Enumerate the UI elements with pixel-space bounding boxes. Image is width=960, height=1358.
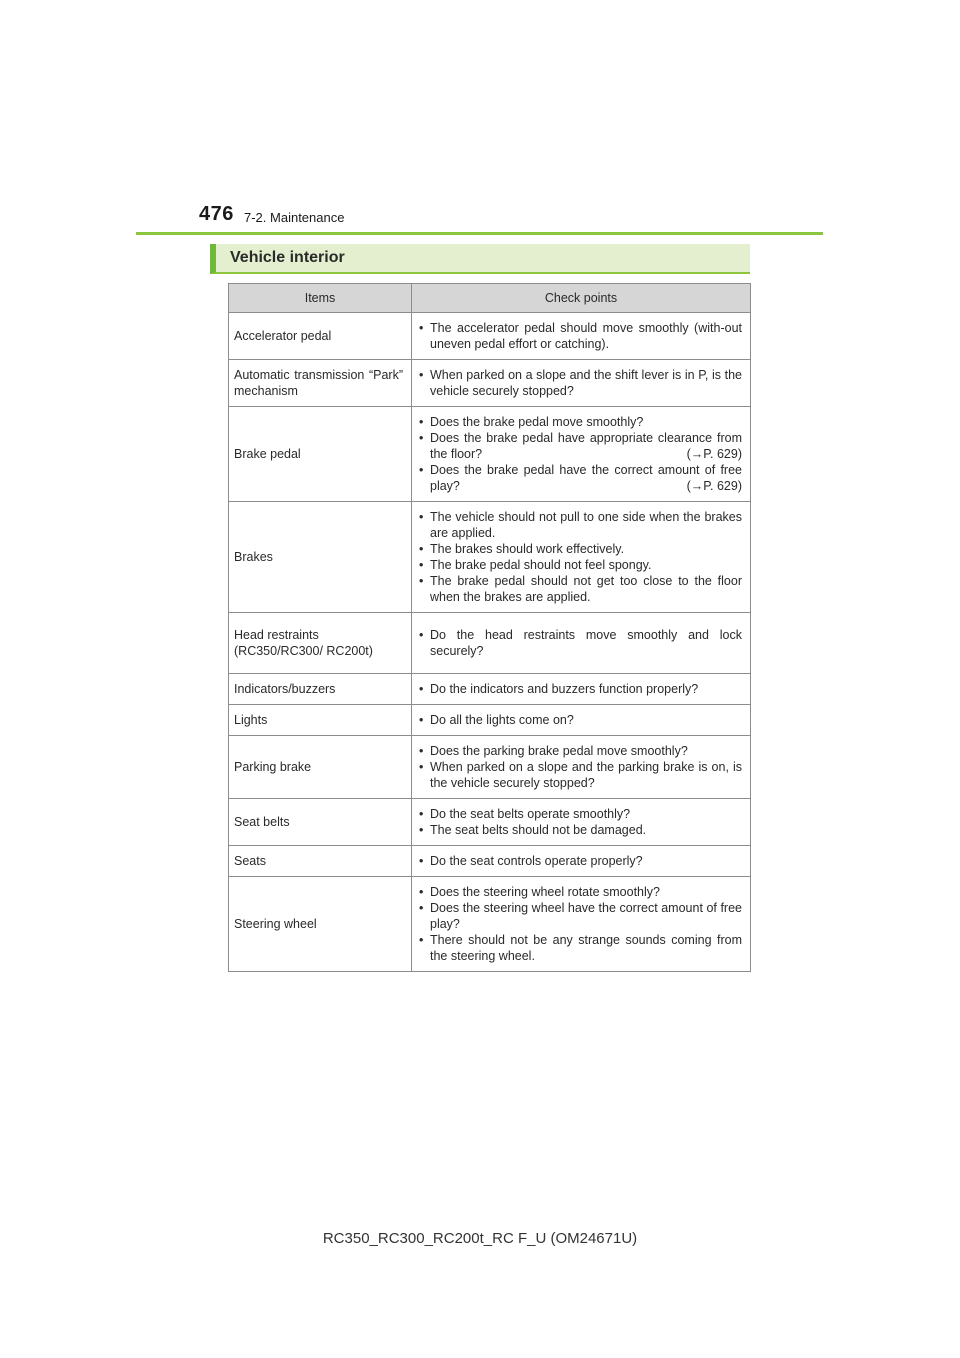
list-item [417,430,742,462]
check-points-list [417,509,742,605]
page-reference: (→P. 629) [686,479,742,493]
check-points-list [417,320,742,352]
page-reference: (→P. 629) [686,447,742,461]
check-points-list [417,806,742,838]
item-cell: Steering wheel [229,877,412,972]
check-point-text: Do the head restraints move smoothly and lock securely? [430,628,742,658]
check-point-text: The vehicle should not pull to one side when the brakes are applied. [430,510,742,540]
list-item [417,822,742,838]
check-points-cell [412,407,751,502]
section-title: Vehicle interior [230,249,345,266]
check-point-text: Does the brake pedal have the correct amount of free play? [430,463,742,493]
table-row [229,877,751,972]
list-item [417,320,742,352]
check-points-list [417,743,742,791]
item-cell: Seat belts [229,799,412,846]
table-row [229,846,751,877]
list-item [417,414,742,430]
check-point-text: Does the steering wheel rotate smoothly? [430,885,660,899]
header-rule [136,232,823,235]
list-item [417,573,742,605]
check-points-list [417,712,742,728]
check-point-text: When parked on a slope and the parking brake is on, is the vehicle securely stopped? [430,760,742,790]
table-header-row [229,284,751,313]
table-row [229,313,751,360]
column-header-items: Items [229,284,412,313]
list-item [417,627,742,659]
inspection-table [228,283,751,972]
item-cell: Lights [229,705,412,736]
list-item [417,884,742,900]
item-cell: Parking brake [229,736,412,799]
check-points-list [417,681,742,697]
item-cell: Seats [229,846,412,877]
section-heading-bar [210,244,750,274]
check-point-text: The brakes should work effectively. [430,542,625,556]
check-point-text: Does the parking brake pedal move smoothly? [430,744,688,758]
table-row [229,674,751,705]
chapter-title: 7-2. Maintenance [244,210,345,225]
check-point-text: When parked on a slope and the shift lever is in P, is the vehicle securely stopped? [430,368,742,398]
table-row [229,705,751,736]
list-item [417,681,742,697]
check-points-list [417,414,742,494]
check-points-cell [412,613,751,674]
list-item [417,557,742,573]
check-point-text: There should not be any strange sounds coming from the steering wheel. [430,933,742,963]
table-row [229,407,751,502]
table-body [229,313,751,972]
check-points-cell [412,799,751,846]
item-cell: Automatic transmission “Park” mechanism [229,360,412,407]
item-cell: Brakes [229,502,412,613]
list-item [417,712,742,728]
list-item [417,900,742,932]
list-item [417,541,742,557]
item-cell: Indicators/buzzers [229,674,412,705]
check-points-cell [412,313,751,360]
check-points-list [417,853,742,869]
table-row [229,736,751,799]
check-point-text: The brake pedal should not get too close to the floor when the brakes are applied. [430,574,742,604]
check-points-cell [412,360,751,407]
check-points-cell [412,846,751,877]
list-item [417,853,742,869]
check-points-cell [412,674,751,705]
check-point-text: Does the steering wheel have the correct amount of free play? [430,901,742,931]
item-cell: Accelerator pedal [229,313,412,360]
check-points-cell [412,705,751,736]
table-row [229,360,751,407]
table-row [229,613,751,674]
footer-model-code: RC350_RC300_RC200t_RC F_U (OM24671U) [322,1230,638,1247]
check-point-text: The seat belts should not be damaged. [430,823,647,837]
list-item [417,367,742,399]
table-row [229,799,751,846]
column-header-check-points: Check points [412,284,751,313]
check-points-list [417,627,742,659]
page-number: 476 [199,203,234,225]
list-item [417,806,742,822]
table-row [229,502,751,613]
check-point-text: The brake pedal should not feel spongy. [430,558,652,572]
list-item [417,759,742,791]
item-cell: Head restraints (RC350/RC300/ RC200t) [229,613,412,674]
check-points-cell [412,877,751,972]
item-cell: Brake pedal [229,407,412,502]
check-point-text: Do the seat controls operate properly? [430,854,643,868]
check-points-list [417,884,742,964]
list-item [417,932,742,964]
check-point-text: The accelerator pedal should move smoothly (with-out uneven pedal effort or catching). [430,321,742,351]
check-point-text: Do the indicators and buzzers function properly? [430,682,699,696]
check-points-list [417,367,742,399]
check-point-text: Do all the lights come on? [430,713,574,727]
check-point-text: Does the brake pedal move smoothly? [430,415,644,429]
check-point-text: Do the seat belts operate smoothly? [430,807,631,821]
list-item [417,462,742,494]
check-points-cell [412,736,751,799]
check-points-cell [412,502,751,613]
list-item [417,509,742,541]
check-point-text: Does the brake pedal have appropriate clearance from the floor? [430,431,742,461]
list-item [417,743,742,759]
